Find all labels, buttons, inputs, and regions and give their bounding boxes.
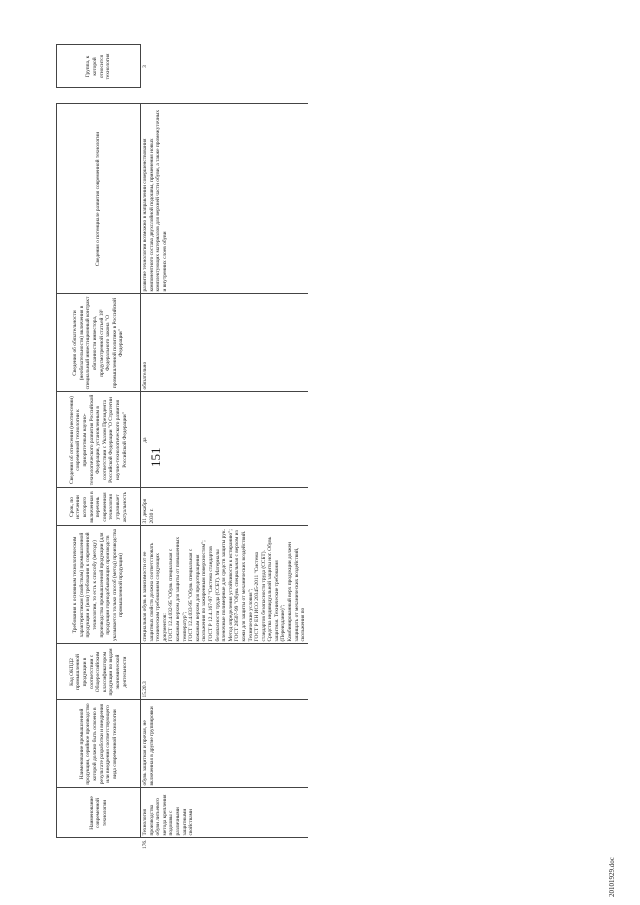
technology-table <box>56 45 308 852</box>
requirement-line: ГОСТ 12.4.032-95 "Обувь специальная с кожаным верхом для защиты от повышенных температур"; <box>168 536 188 642</box>
header-obligation: Сведения об обязательности (необязательности) включения в специальный инвестиционный контракт обязанности инвестора, предусмотренной статьей 18¹ Федерального закона "О промышленной политике в Российской Федерации" <box>57 294 141 392</box>
row-okpd-code: 15.20.3 <box>141 644 308 700</box>
row-requirements <box>141 526 308 644</box>
header-potential: Сведения о потенциале развития современной технологии <box>57 104 141 294</box>
header-group: Группа, к которой относится технология <box>57 45 141 88</box>
requirement-line: Комбинированный верх продукции должен защищать от механических воздействий, скольжения по <box>287 542 307 642</box>
requirement-line: специальная обувь в зависимости от ее защитных свойств должна соответствовать техническим требованиям следующих документов: <box>142 542 168 642</box>
requirement-line: ГОСТ 12.4.033-95 "Обувь специальная с кожаным верхом для предотвращения скольжения по зажиренным поверхностям"; <box>188 540 208 642</box>
header-okpd-code: Код ОКПД2 промышленной продукции в соответствии с Общероссийским классификатором продукции по видам экономической деятельности <box>57 644 141 700</box>
row-priority: да <box>141 392 308 488</box>
header-deadline: Срок, по истечении которого включенная в перечень современная технология утрачивает актуальность <box>57 488 141 526</box>
requirement-line: ГОСТ Р 12.4.167-97 "Система стандартов безопасности труда (ССБТ). Материалы пленочные полимерные для средств защиты рук. Метод определения устойчивости к истиранию"; <box>207 529 234 642</box>
row-group: 3 <box>142 65 148 68</box>
header-priority: Сведения об отнесении (неотнесении) современной технологии к приоритетным научно-технологического развития Российской Федерации, установленным в соответствии с Указом Президента Российской Федерации "О Стратегии научно-технологического развития Российской Федерации" <box>57 392 141 488</box>
table-header-row <box>57 45 141 851</box>
header-num <box>57 838 141 851</box>
row-potential: развитие технологии возможно в направлении совершенствования компонентного состава двухслойной подошвы, применения новых комплектующих материалов для верхней части обуви, а также промежуточных и внутренних слоев обуви <box>141 104 308 294</box>
header-product-name: Наименование промышленной продукции, серийное производство которой должно быть освоено в результате разработки и внедрения или внедрения соответствующего вида современной технологии <box>57 700 141 788</box>
row-deadline: 31 декабря 2030 г. <box>141 488 308 526</box>
doc-id: 20101929.doc <box>608 857 616 897</box>
page-number: 151 <box>148 447 163 467</box>
row-tech-name: Технология производства обуви литьевого метода крепления подошвы с различными защитными свойствами <box>141 788 308 838</box>
requirement-line: ГОСТ Р ЕН ИСО 20345-2011 "Система стандартов безопасности труда (ССБТ). Средства индивидуальной защиты ног. Обувь защитная. Технические требования (Переиздание)"; <box>254 536 287 642</box>
row-obligation: обязательно <box>141 294 308 392</box>
header-requirements: Требования к основным технологическим характеристикам (свойствам) промышленной продукции и (или) требования к современной технологии, то есть к способу (методу) производства промышленной продукции (для продукции горнодобывающих производств указывается только способ (метод) производства промышленной продукции) <box>57 526 141 644</box>
requirement-line: ГОСТ 28507-99 "Обувь специальная с верхом из кожи для защиты от механических воздействий. Технические условия"; <box>234 530 254 642</box>
row-product-name: обувь защитная и прочая, не включенная в другие группировки <box>141 700 308 788</box>
row-num: 176. <box>141 839 148 849</box>
table-row <box>141 45 308 851</box>
header-tech-name: Наименование современной технологии <box>57 788 141 838</box>
